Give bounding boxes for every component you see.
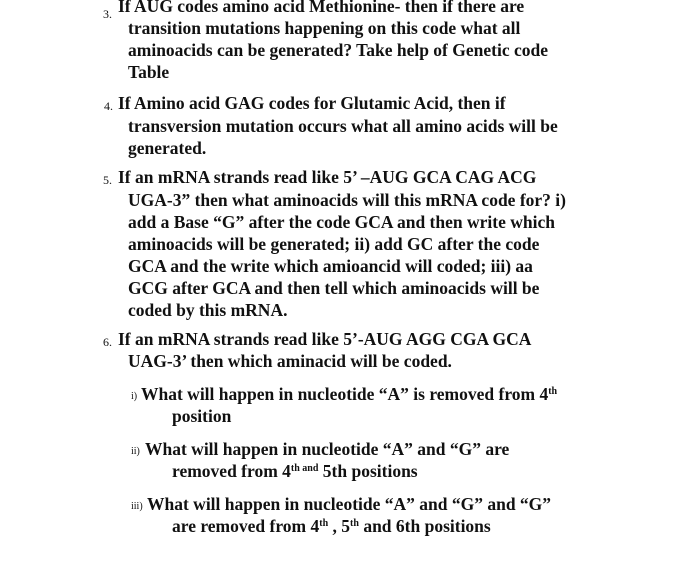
subpart-iii-line-2: are removed from 4th , 5th and 6th positions bbox=[172, 516, 491, 536]
question-4-line-2: transversion mutation occurs what all amino acids will be bbox=[128, 116, 558, 136]
question-3-line-2: transition mutations happening on this code what all bbox=[128, 18, 521, 38]
question-6-line-2: UAG-3’ then which aminacid will be coded. bbox=[128, 351, 452, 371]
subpart-iii-number: iii) bbox=[131, 501, 143, 512]
question-6-line-1: If an mRNA strands read like 5’-AUG AGG CGA GCA bbox=[118, 329, 532, 349]
question-3-line-4: Table bbox=[128, 62, 170, 82]
question-4-line-3: generated. bbox=[128, 138, 207, 158]
question-3-number: 3. bbox=[103, 7, 112, 21]
question-3-line-3: aminoacids can be generated? Take help of Genetic code bbox=[128, 40, 548, 60]
question-4-line-1: If Amino acid GAG codes for Glutamic Acid, then if bbox=[118, 93, 506, 113]
question-5-number: 5. bbox=[103, 173, 112, 187]
subpart-i-line-1: What will happen in nucleotide “A” is removed from 4th bbox=[141, 384, 558, 404]
question-5-line-3: add a Base “G” after the code GCA and then write which bbox=[128, 212, 555, 232]
subpart-ii-line-2: removed from $4^{th and}$ 5th positions bbox=[172, 461, 418, 481]
subpart-i-line-2: position bbox=[172, 406, 232, 426]
subpart-ii-number: ii) bbox=[131, 446, 140, 457]
question-6-number: 6. bbox=[103, 335, 112, 349]
question-5-line-6: GCG after GCA and then tell which aminoacids will be bbox=[128, 278, 540, 298]
question-5-line-1: If an mRNA strands read like 5’ –AUG GCA CAG ACG bbox=[118, 167, 537, 187]
subpart-iii-line-1: What will happen in nucleotide “A” and “G” and “G” bbox=[147, 494, 552, 514]
question-4-number: 4. bbox=[104, 99, 113, 113]
question-5-line-4: aminoacids will be generated; ii) add GC after the code bbox=[128, 234, 540, 254]
question-5-line-5: GCA and the write which amioancid will coded; iii) aa bbox=[128, 256, 533, 276]
question-5-line-2: UGA-3” then what aminoacids will this mRNA code for? i) bbox=[128, 190, 566, 210]
question-5-line-7: coded by this mRNA. bbox=[128, 300, 288, 320]
subpart-i-number: i) bbox=[131, 391, 138, 402]
question-3-line-1: If AUG codes amino acid Methionine- then if there are bbox=[118, 0, 525, 16]
subpart-ii-line-1: What will happen in nucleotide “A” and “G” are bbox=[145, 439, 510, 459]
